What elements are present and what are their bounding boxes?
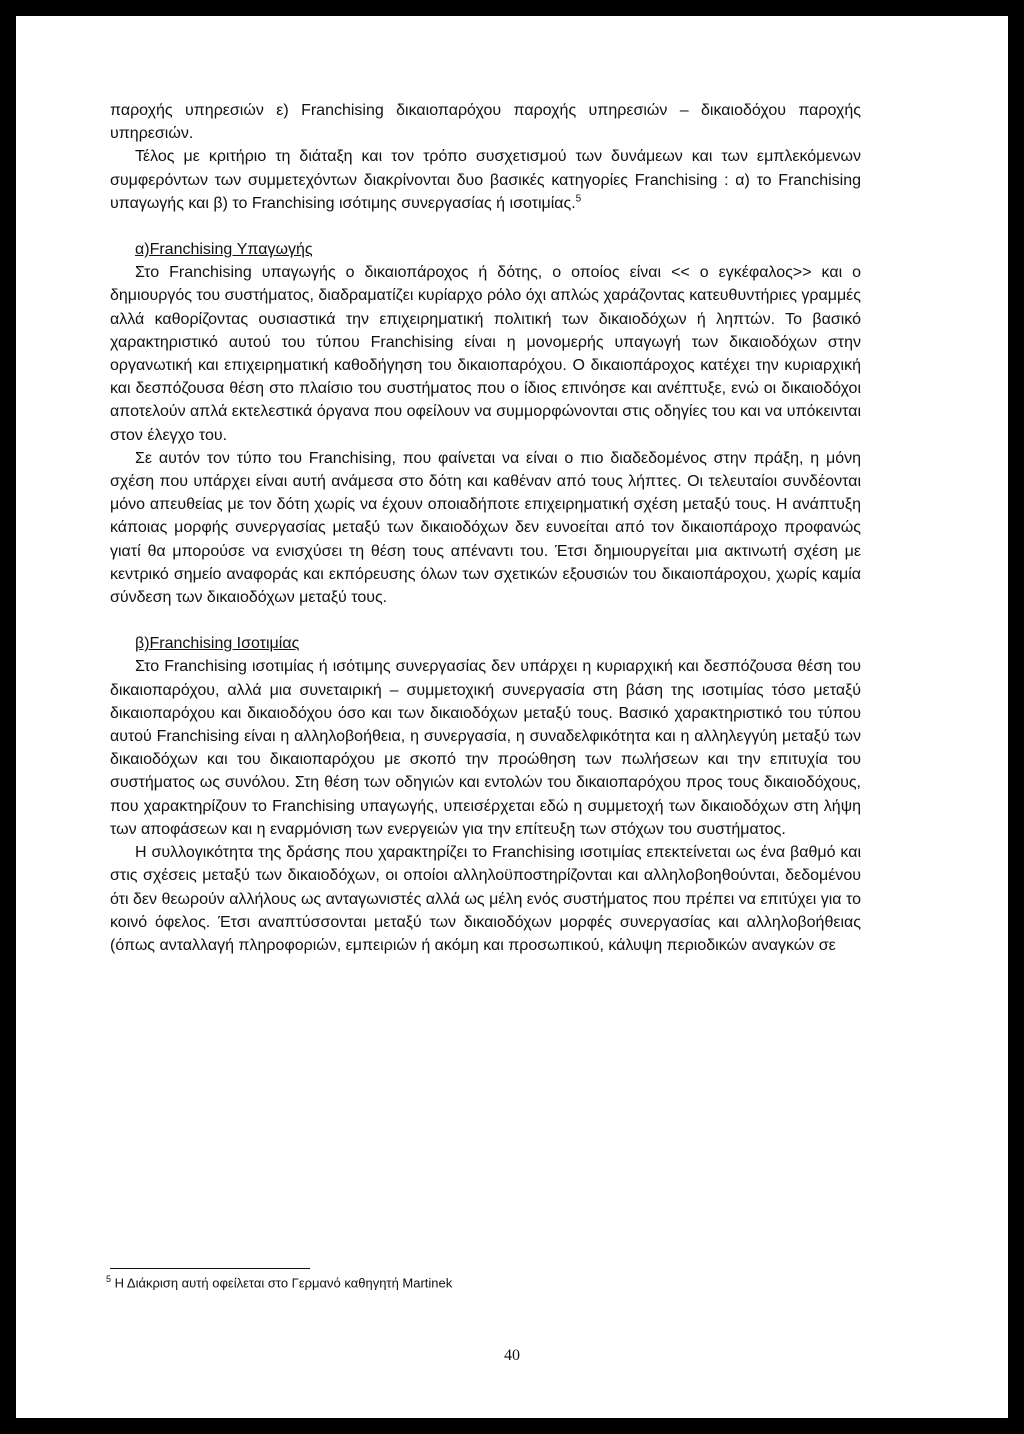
paragraph-continuation: παροχής υπηρεσιών ε) Franchising δικαιοπαρόχου παροχής υπηρεσιών – δικαιοδόχου παροχής υπηρεσιών.: [110, 102, 861, 143]
paragraph-equality: Στο Franchising ισοτιμίας ή ισότιμης συνεργασίας δεν υπάρχει η κυριαρχική και δεσπόζουσα θέση του δικαιοπαρόχου, αλλά μια συνεταιρική – συμμετοχική συνεργασία στη βάση της ισοτιμίας τόσο μεταξύ δικαιοπαρόχου και δικαιοδόχου όσο και των δικαιοδόχων μεταξύ τους. Βασικό χαρακτηριστικό του τύπου αυτού Franchising είναι η αλληλοβοήθεια, η συνεργασία, η συναδελφικότητα και η αλληλεγγύη μεταξύ των δικαιοδόχων και του δικαιοπαρόχου με σκοπό την προώθηση των πωλήσεων και την επιτυχία του συστήματος ως συνόλου. Στη θέση των οδηγιών και εντολών του δικαιοπαρόχου προς τους δικαιοδόχους, που χαρακτηρίζουν το Franchising υπαγωγής, υπεισέρχεται εδώ η συμμετοχή των δικαιοδόχων στη λήψη των αποφάσεων και η εναρμόνιση των ενεργειών για την επίτευξη των στόχων του συστήματος.: [110, 658, 861, 838]
paragraph-subordination: Στο Franchising υπαγωγής ο δικαιοπάροχος ή δότης, ο οποίος είναι << ο εγκέφαλος>> και ο δημιουργός του συστήματος, διαδραματίζει κυρίαρχο ρόλο όχι απλώς χαράζοντας κατευθυντήριες γραμμές αλλά καθορίζοντας ουσιαστικά την επιχειρηματική πολιτική των δικαιοδόχων ή ληπτών. Το βασικό χαρακτηριστικό αυτού του τύπου Franchising είναι η μονομερής υπαγωγή των δικαιοδόχων στην οργανωτική και επιχειρηματική καθοδήγηση του δικαιοπαρόχου. Ο δικαιοπάροχος κατέχει την κυριαρχική και δεσπόζουσα θέση στο πλαίσιο του συστήματος που ο ίδιος επινόησε και ανέπτυξε, ενώ οι δικαιοδόχοι αποτελούν απλά εκτελεστικά όργανα που οφείλουν να συμμορφώνονται στις οδηγίες του και να υπόκεινται στον έλεγχο του.: [110, 264, 861, 444]
paragraph-collectivity: Η συλλογικότητα της δράσης που χαρακτηρίζει το Franchising ισοτιμίας επεκτείνεται ως ένα βαθμό και στις σχέσεις μεταξύ των δικαιοδόχων, οι οποίοι αλληλοϋποστηρίζονται και αλληλοβοηθούνται, δεδομένου ότι δεν θεωρούν αλλήλους ως ανταγωνιστές αλλά ως μέλη ενός συστήματος που πρέπει να επιτύχει για το κοινό όφελος. Έτσι αναπτύσσονται μεταξύ των δικαιοδόχων μορφές συνεργασίας και αλληλοβοήθειας (όπως ανταλλαγή πληροφοριών, εμπειριών ή ακόμη και προσωπικού, κάλυψη περιοδικών αναγκών σε: [110, 844, 861, 954]
footnote-separator: [110, 1268, 310, 1269]
section-heading-a: α)Franchising Υπαγωγής: [135, 241, 313, 259]
paragraph-gap: [110, 609, 861, 632]
paragraph-subordination-type: Σε αυτόν τον τύπο του Franchising, που φαίνεται να είναι ο πιο διαδεδομένος στην πράξη, η μόνη σχέση που υπάρχει είναι αυτή ανάμεσα στο δότη και καθέναν από τους λήπτες. Οι τελευταίοι συνδέονται μόνο απευθείας με τον δότη χωρίς να έχουν οποιαδήποτε επιχειρηματική σχέση μεταξύ τους. Η ανάπτυξη κάποιας μορφής συνεργασίας μεταξύ των δικαιοδόχων δεν ευνοείται από τον δικαιοπάροχο προφανώς γιατί θα μπορούσε να ενισχύσει τη θέση τους απέναντι του. Έτσι δημιουργείται μια ακτινωτή σχέση με κεντρικό σημείο αναφοράς και εκπόρευσης όλων των σχετικών εξουσιών του δικαιοπάροχου, χωρίς καμία σύνδεση των δικαιοδόχων μεταξύ τους.: [110, 449, 861, 607]
footnote-marker: 5: [106, 1274, 112, 1284]
paragraph-gap: [110, 215, 861, 238]
body-text: [110, 99, 861, 957]
footnote-reference: 5: [575, 193, 582, 205]
page-number: 40: [504, 1347, 520, 1364]
footnote: [106, 1274, 452, 1290]
paragraph-categories-text: Τέλος με κριτήριο τη διάταξη και τον τρόπο συσχετισμού των δυνάμεων και των εμπλεκόμενων συμφερόντων των συμμετεχόντων διακρίνονται δυο βασικές κατηγορίες Franchising : α) το Franchising υπαγωγής και β) το Franchising ισότιμης συνεργασίας ή ισοτιμίας.: [110, 148, 862, 212]
document-page: [16, 16, 1008, 1418]
section-heading-b: β)Franchising Ισοτιμίας: [135, 635, 300, 653]
footnote-text: Η Διάκριση αυτή οφείλεται στο Γερμανό καθηγητή Martinek: [114, 1275, 453, 1291]
paragraph-categories: [110, 145, 861, 215]
